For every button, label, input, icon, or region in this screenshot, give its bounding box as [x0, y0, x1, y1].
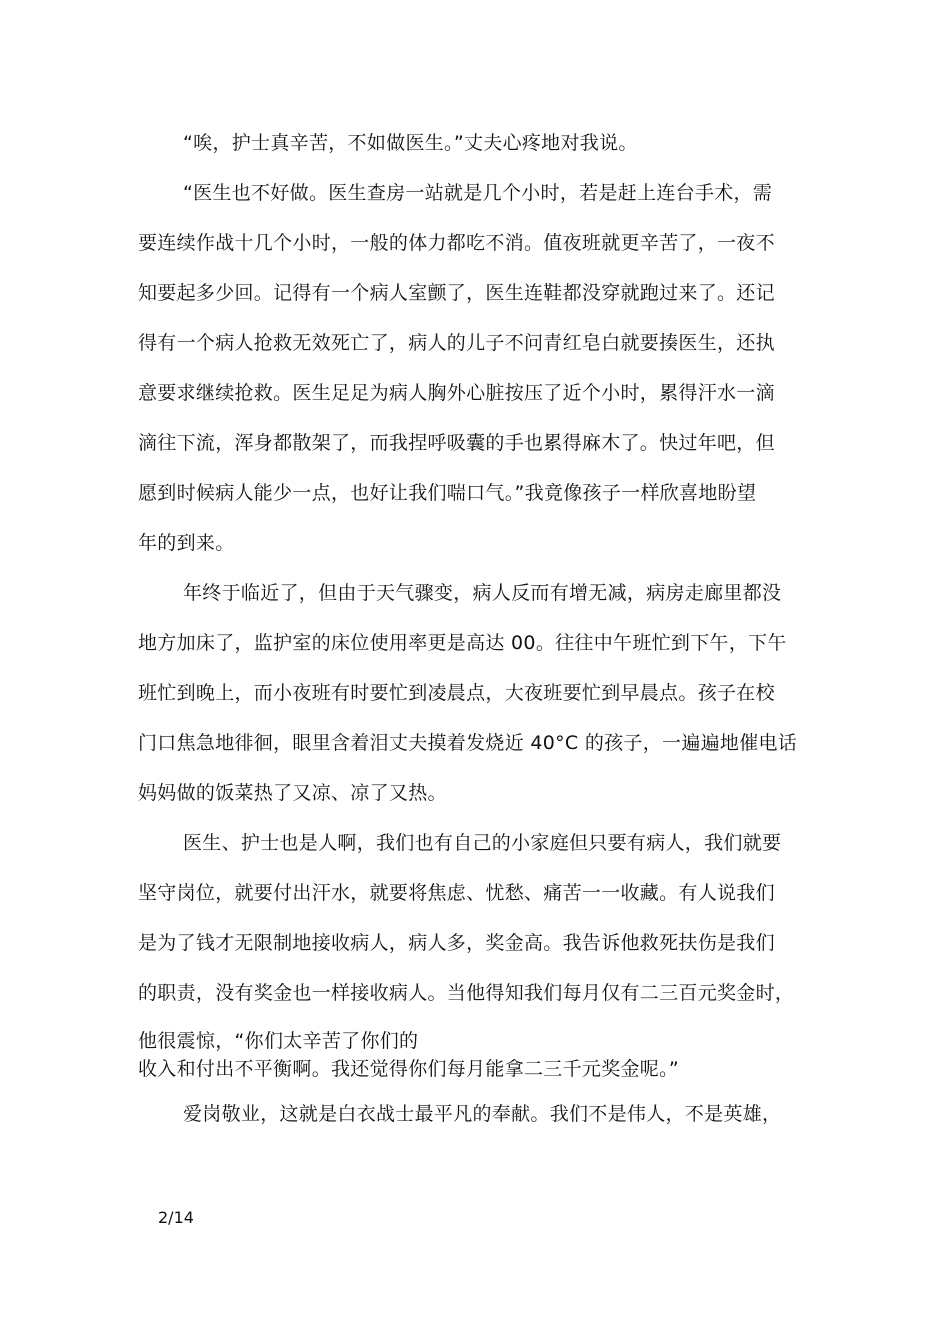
paragraph-line: 滴往下流，浑身都散架了，而我捏呼吸囊的手也累得麻木了。快过年吧，但 — [138, 432, 775, 454]
paragraph-line: 爱岗敬业，这就是白衣战士最平凡的奉献。我们不是伟人，不是英雄， — [183, 1103, 782, 1125]
paragraph-line: 班忙到晚上，而小夜班有时要忙到凌晨点，大夜班要忙到早晨点。孩子在校 — [138, 682, 775, 704]
paragraph-line: 坚守岗位，就要付出汗水，就要将焦虑、忧愁、痛苦一一收藏。有人说我们 — [138, 882, 775, 904]
paragraph-line: 妈妈做的饭菜热了又凉、凉了又热。 — [138, 782, 447, 804]
paragraph-line: 收入和付出不平衡啊。我还觉得你们每月能拿二三千元奖金呢。” — [138, 1058, 680, 1080]
paragraph-line: 他很震惊，“你们太辛苦了你们的 — [138, 1030, 419, 1052]
paragraph-line: 意要求继续抢救。医生足足为病人胸外心脏按压了近个小时，累得汗水一滴 — [138, 382, 775, 404]
paragraph-line: 知要起多少回。记得有一个病人室颤了，医生连鞋都没穿就跑过来了。还记 — [138, 282, 775, 304]
paragraph-line: “医生也不好做。医生查房一站就是几个小时，若是赶上连台手术，需 — [183, 182, 773, 204]
paragraph-line: 年终于临近了，但由于天气骤变，病人反而有增无减，病房走廊里都没 — [183, 582, 782, 604]
page-number: 2/14 — [158, 1208, 194, 1227]
paragraph-line: 的职责，没有奖金也一样接收病人。当他得知我们每月仅有二三百元奖金时， — [138, 982, 795, 1004]
paragraph-line: 医生、护士也是人啊，我们也有自己的小家庭但只要有病人，我们就要 — [183, 832, 782, 854]
paragraph-line: 年的到来。 — [138, 532, 235, 554]
paragraph-line: 愿到时候病人能少一点，也好让我们喘口气。”我竟像孩子一样欣喜地盼望 — [138, 482, 757, 504]
paragraph-line: 地方加床了，监护室的床位使用率更是高达 00。往往中午班忙到下午，下午 — [138, 632, 787, 654]
paragraph-line: 要连续作战十几个小时，一般的体力都吃不消。值夜班就更辛苦了，一夜不 — [138, 232, 775, 254]
paragraph-line: “唉，护士真辛苦，不如做医生。”丈夫心疼地对我说。 — [183, 132, 638, 154]
paragraph-line: 得有一个病人抢救无效死亡了，病人的儿子不问青红皂白就要揍医生，还执 — [138, 332, 775, 354]
paragraph-line: 是为了钱才无限制地接收病人，病人多，奖金高。我告诉他救死扶伤是我们 — [138, 932, 775, 954]
paragraph-line: 门口焦急地徘徊，眼里含着泪丈夫摸着发烧近 40°C 的孩子，一遍遍地催电话 — [138, 732, 798, 754]
